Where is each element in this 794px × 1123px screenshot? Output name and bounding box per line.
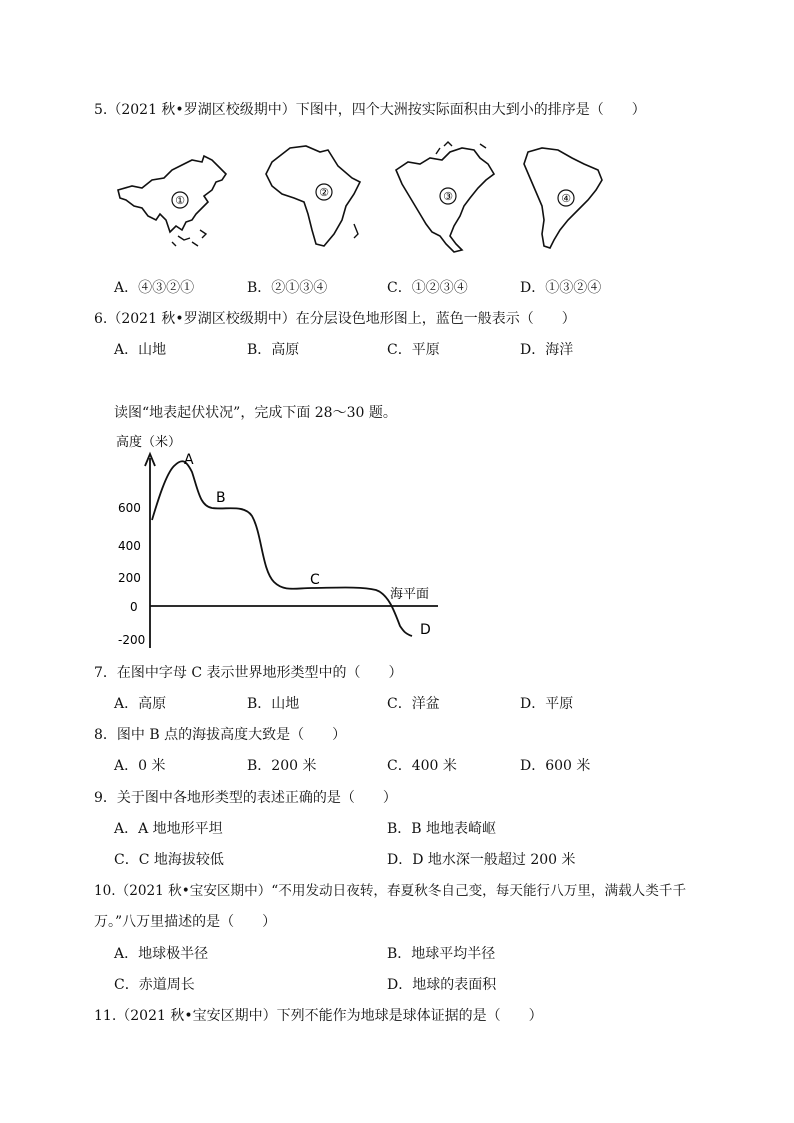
q7-option-a[interactable]: A．高原 — [114, 696, 167, 712]
ytick-0: 0 — [130, 600, 138, 614]
q8-stem: 8．图中 B 点的海拔高度大致是（ ） — [94, 727, 347, 743]
q6-option-b[interactable]: B．高原 — [247, 342, 300, 358]
q10-option-a[interactable]: A．地球极半径 — [114, 946, 209, 962]
q7-stem: 7．在图中字母 C 表示世界地形类型中的（ ） — [94, 665, 403, 681]
q7-option-b[interactable]: B．山地 — [247, 696, 300, 712]
q10-option-c[interactable]: C．赤道周长 — [114, 977, 195, 993]
north-america-map-label: ③ — [443, 190, 453, 203]
q10-option-b[interactable]: B．地球平均半径 — [387, 946, 496, 962]
asia-map-icon — [112, 150, 232, 260]
sea-level-label: 海平面 — [390, 587, 430, 602]
q6-option-d[interactable]: D．海洋 — [520, 342, 574, 358]
q5-option-d[interactable]: D．①③②④ — [520, 280, 602, 296]
q10-stem-line2: 万。”八万里描述的是（ ） — [94, 914, 277, 930]
q5-stem: 5.（2021 秋•罗湖区校级期中）下图中，四个大洲按实际面积由大到小的排序是（ ） — [94, 102, 646, 118]
terrain-curve — [152, 461, 412, 636]
q10-option-d[interactable]: D．地球的表面积 — [387, 977, 497, 993]
q6-option-c[interactable]: C．平原 — [387, 342, 440, 358]
q8-option-a[interactable]: A．0 米 — [114, 758, 166, 774]
q11-stem: 11.（2021 秋•宝安区期中）下列不能作为地球是球体证据的是（ ） — [94, 1008, 543, 1024]
south-america-map-icon — [518, 144, 618, 254]
q9-option-b[interactable]: B．B 地地表崎岖 — [387, 821, 497, 837]
q6-stem: 6.（2021 秋•罗湖区校级期中）在分层设色地形图上，蓝色一般表示（ ） — [94, 311, 576, 327]
north-america-map-icon — [390, 140, 510, 260]
africa-map-icon — [262, 142, 372, 252]
q8-option-d[interactable]: D．600 米 — [520, 758, 591, 774]
chart-ylabel: 高度（米） — [116, 435, 182, 450]
point-label-d: D — [420, 622, 431, 638]
q9-option-c[interactable]: C．C 地海拔较低 — [114, 852, 224, 868]
q7-option-d[interactable]: D．平原 — [520, 696, 574, 712]
ytick-400: 400 — [118, 539, 141, 553]
q9-stem: 9．关于图中各地形类型的表述正确的是（ ） — [94, 790, 397, 806]
q8-option-b[interactable]: B．200 米 — [247, 758, 317, 774]
south-america-map-label: ④ — [561, 192, 571, 205]
africa-map-label: ② — [319, 186, 329, 199]
q10-stem-line1: 10.（2021 秋•宝安区期中）“不用发动日夜转，春夏秋冬自己变，每天能行八万里，满载人类千千 — [94, 883, 687, 899]
q7-option-c[interactable]: C．洋盆 — [387, 696, 440, 712]
q5-option-a[interactable]: A．④③②① — [114, 280, 195, 296]
chart-intro: 读图“地表起伏状况”，完成下面 28～30 题。 — [114, 405, 397, 421]
point-label-c: C — [310, 572, 320, 588]
asia-map-label: ① — [175, 194, 185, 207]
q5-option-c[interactable]: C．①②③④ — [387, 280, 468, 296]
q9-option-a[interactable]: A．A 地地形平坦 — [114, 821, 223, 837]
terrain-profile-chart — [112, 430, 452, 650]
q6-option-a[interactable]: A．山地 — [114, 342, 167, 358]
ytick-neg200: -200 — [118, 633, 146, 647]
ytick-600: 600 — [118, 501, 141, 515]
point-label-b: B — [216, 490, 226, 506]
q8-option-c[interactable]: C．400 米 — [387, 758, 457, 774]
point-label-a: A — [184, 452, 194, 468]
q9-option-d[interactable]: D．D 地水深一般超过 200 米 — [387, 852, 576, 868]
ytick-200: 200 — [118, 571, 141, 585]
q5-option-b[interactable]: B．②①③④ — [247, 280, 328, 296]
